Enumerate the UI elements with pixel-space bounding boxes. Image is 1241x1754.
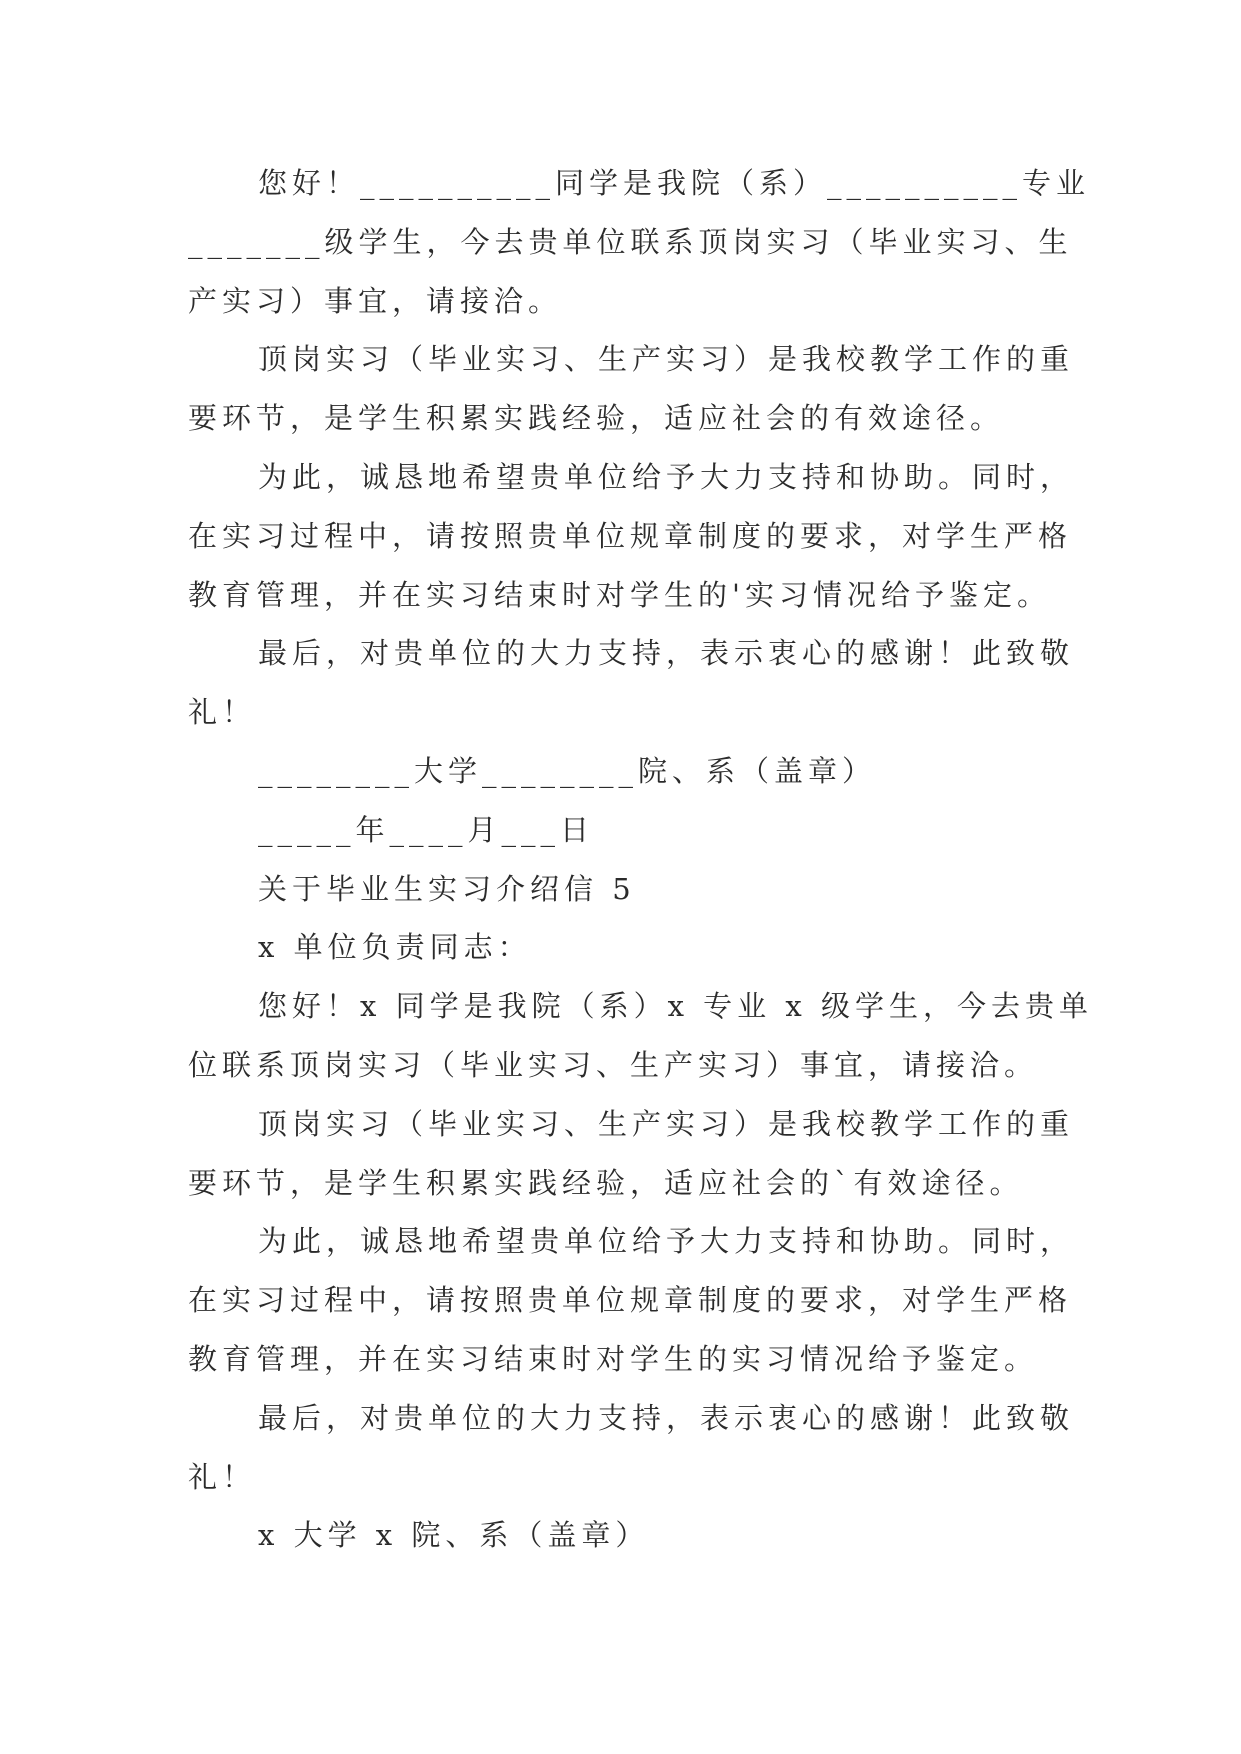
letter1-date-line: _____年____月___日 — [258, 812, 595, 847]
letter1-body-line: 要环节，是学生积累实践经验，适应社会的有效途径。 — [188, 401, 1005, 436]
letter2-salutation: x 单位负责同志： — [258, 930, 532, 965]
letter1-greeting-line: 您好！__________同学是我院（系）__________专业 — [258, 166, 1091, 200]
letter1-closing-line: 最后，对贵单位的大力支持，表示衷心的感谢！此致敬 — [258, 636, 1075, 671]
letter1-body-line: 在实习过程中，请按照贵单位规章制度的要求，对学生严格 — [188, 518, 1073, 553]
letter2-paragraph-start: 顶岗实习（毕业实习、生产实习）是我校教学工作的重 — [258, 1106, 1075, 1141]
letter2-body-line: 位联系顶岗实习（毕业实习、生产实习）事宜，请接洽。 — [188, 1047, 1039, 1082]
letter2-body-line: 教育管理，并在实习结束时对学生的实习情况给予鉴定。 — [188, 1341, 1039, 1376]
letter2-closing-line: 礼！ — [188, 1459, 257, 1494]
letter1-body-line: 教育管理，并在实习结束时对学生的'实习情况给予鉴定。 — [188, 577, 1051, 612]
letter2-body-line: 在实习过程中，请按照贵单位规章制度的要求，对学生严格 — [188, 1283, 1073, 1318]
letter2-paragraph-start: 为此，诚恳地希望贵单位给予大力支持和协助。同时， — [258, 1224, 1075, 1259]
letter2-body-line: 要环节，是学生积累实践经验，适应社会的`有效途径。 — [188, 1165, 1024, 1200]
letter1-body-line: _______级学生，今去贵单位联系顶岗实习（毕业实习、生 — [188, 224, 1073, 259]
section-heading: 关于毕业生实习介绍信 5 — [258, 871, 636, 906]
letter1-paragraph-start: 顶岗实习（毕业实习、生产实习）是我校教学工作的重 — [258, 342, 1075, 377]
document-page — [188, 154, 1093, 1565]
letter1-closing-line: 礼！ — [188, 695, 257, 730]
letter1-paragraph-start: 为此，诚恳地希望贵单位给予大力支持和协助。同时， — [258, 459, 1075, 494]
letter2-signature-line: x 大学 x 院、系（盖章） — [258, 1518, 650, 1553]
letter1-signature-line: ________大学________院、系（盖章） — [258, 753, 877, 788]
letter2-closing-line: 最后，对贵单位的大力支持，表示衷心的感谢！此致敬 — [258, 1400, 1075, 1435]
letter2-greeting-line: 您好！x 同学是我院（系）x 专业 x 级学生，今去贵单 — [258, 989, 1093, 1024]
letter1-body-line: 产实习）事宜，请接洽。 — [188, 283, 563, 318]
